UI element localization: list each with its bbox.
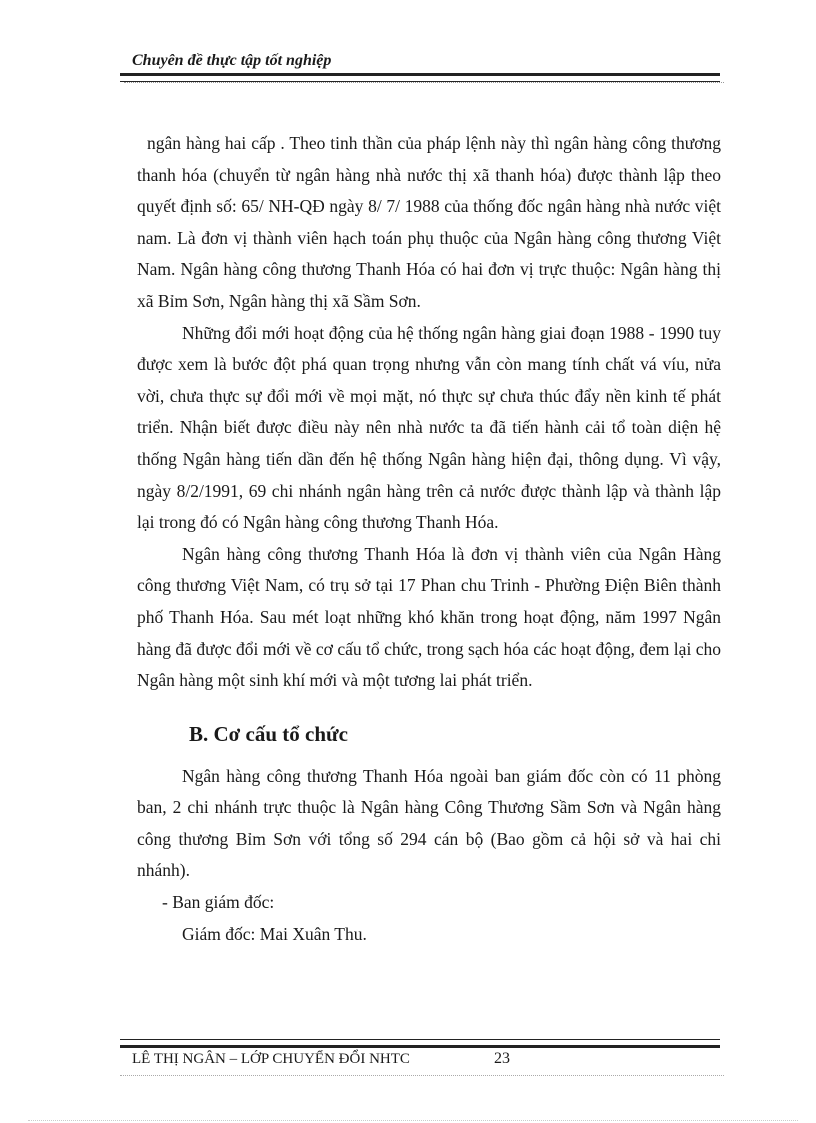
page-body [137,128,721,950]
list-item-board: - Ban giám đốc: [162,892,275,913]
paragraph-reform: Những đổi mới hoạt động của hệ thống ngân hàng giai đoạn 1988 - 1990 tuy được xem là bước đột phá quan trọng nhưng vẫn còn mang tính chất vá víu, nửa vời, chưa thực sự đổi mới về mọi mặt, nó thực sự chưa thúc đẩy nền kinh tế phát triển. Nhận biết được điều này nên nhà nước ta đã tiến hành cải tổ toàn diện hệ thống Ngân hàng tiến dần đến hệ thống Ngân hàng hiện đại, thông dụng. Vì vậy, ngày 8/2/1991, 69 chi nhánh ngân hàng trên cả nước được thành lập và thành lập lại trong đó có Ngân hàng công thương Thanh Hóa. [137,322,721,533]
header-double-rule [120,73,720,82]
footer-rule-shadow [120,1075,724,1076]
paragraph-continuation: ngân hàng hai cấp . Theo tinh thần của pháp lệnh này thì ngân hàng công thương thanh hóa (chuyển từ ngân hàng nhà nước thị xã thanh hóa) được thành lập theo quyết định số: 65/ NH-QĐ ngày 8/ 7/ 1988 của thống đốc ngân hàng nhà nước việt nam. Là đơn vị thành viên hạch toán phụ thuộc của Ngân hàng công thương Việt Nam. Ngân hàng công thương Thanh Hóa có hai đơn vị trực thuộc: Ngân hàng thị xã Bỉm Sơn, Ngân hàng thị xã Sầm Sơn. [137,133,721,311]
page-edge-shadow [28,1120,798,1121]
list-subitem-director: Giám đốc: Mai Xuân Thu. [182,923,367,944]
paragraph-branch-info: Ngân hàng công thương Thanh Hóa là đơn vị thành viên của Ngân Hàng công thương Việt Nam, có trụ sở tại 17 Phan chu Trinh - Phường Điện Biên thành phố Thanh Hóa. Sau mét loạt những khó khăn trong hoạt động, năm 1997 Ngân hàng đã được đổi mới về cơ cấu tổ chức, trong sạch hóa các hoạt động, đem lại cho Ngân hàng một sinh khí mới và một tương lai phát triển. [137,543,721,691]
section-heading: B. Cơ cấu tổ chức [189,721,348,746]
footer-author: LÊ THỊ NGÂN – LỚP CHUYỂN ĐỔI NHTC [132,1051,410,1067]
page-number: 23 [494,1050,510,1067]
header-title: Chuyên đề thực tập tốt nghiệp [132,52,332,69]
footer-double-rule [120,1039,720,1048]
paragraph-structure: Ngân hàng công thương Thanh Hóa ngoài ban giám đốc còn có 11 phòng ban, 2 chi nhánh trực thuộc là Ngân hàng Công Thương Sầm Sơn và Ngân hàng công thương Bỉm Sơn với tổng số 294 cán bộ (Bao gồm cả hội sở và hai chi nhánh). [137,765,721,881]
header-rule-shadow [124,82,724,83]
